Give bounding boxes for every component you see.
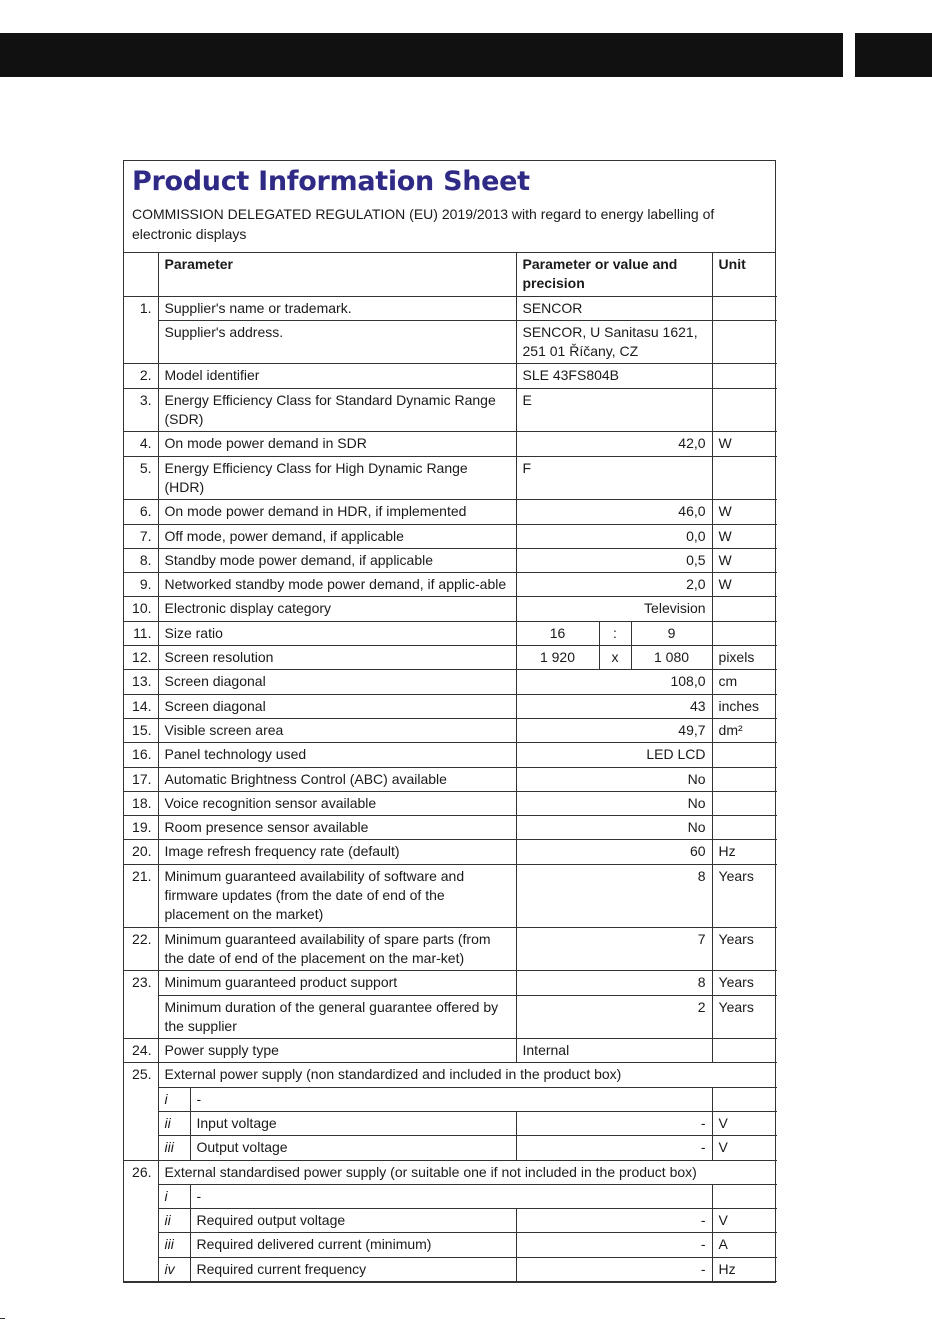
row-unit: V — [712, 1111, 777, 1135]
row-value: No — [516, 767, 712, 791]
row-parameter: Networked standby mode power demand, if applic-able — [158, 573, 516, 597]
row-value: 42,0 — [516, 432, 712, 456]
row-value: - — [516, 1257, 712, 1281]
row-parameter: Panel technology used — [158, 743, 516, 767]
row-parameter: On mode power demand in HDR, if implemented — [158, 500, 516, 524]
resolution-width: 1 920 — [516, 646, 599, 670]
row-value: SLE 43FS804B — [516, 364, 712, 388]
row-number: 7. — [124, 524, 158, 548]
row-parameter: Screen diagonal — [158, 694, 516, 718]
row-number: 13. — [124, 670, 158, 694]
row-unit: W — [712, 432, 777, 456]
row-unit — [712, 456, 777, 500]
row-number: 10. — [124, 597, 158, 621]
row-parameter: Screen diagonal — [158, 670, 516, 694]
table-row — [124, 524, 777, 548]
table-row — [124, 670, 777, 694]
row-number: 14. — [124, 694, 158, 718]
row-parameter: Electronic display category — [158, 597, 516, 621]
table-row — [124, 500, 777, 524]
table-row — [124, 791, 777, 815]
ratio-separator: : — [599, 621, 631, 645]
table-row — [124, 1039, 777, 1063]
row-unit — [712, 791, 777, 815]
row-value: 0,5 — [516, 548, 712, 572]
row-unit — [712, 767, 777, 791]
table-row — [124, 320, 777, 364]
row-unit: V — [712, 1209, 777, 1233]
row-unit: W — [712, 524, 777, 548]
row-unit — [712, 1039, 777, 1063]
row-unit: Years — [712, 971, 777, 995]
section-title: External standardised power supply (or suitable one if not included in the product box) — [158, 1160, 777, 1184]
row-unit — [712, 621, 777, 645]
row-unit: W — [712, 548, 777, 572]
row-parameter: On mode power demand in SDR — [158, 432, 516, 456]
row-parameter: Visible screen area — [158, 718, 516, 742]
table-header-row — [124, 253, 777, 296]
row-value: 8 — [516, 864, 712, 927]
parameters-table — [124, 253, 777, 1282]
row-value: 8 — [516, 971, 712, 995]
row-parameter: Model identifier — [158, 364, 516, 388]
row-unit — [712, 1184, 777, 1208]
row-parameter: Automatic Brightness Control (ABC) available — [158, 767, 516, 791]
sub-index: i — [158, 1087, 190, 1111]
row-value: No — [516, 816, 712, 840]
row-unit — [712, 1087, 777, 1111]
table-row — [124, 816, 777, 840]
table-row — [124, 548, 777, 572]
row-parameter: Power supply type — [158, 1039, 516, 1063]
row-parameter: Minimum duration of the general guarantee offered by the supplier — [158, 995, 516, 1039]
table-row — [124, 1087, 777, 1111]
row-number — [124, 320, 158, 364]
table-row — [124, 296, 777, 320]
sub-index: ii — [158, 1111, 190, 1135]
row-parameter: Size ratio — [158, 621, 516, 645]
row-number: 6. — [124, 500, 158, 524]
row-value: E — [516, 388, 712, 432]
row-parameter: - — [190, 1087, 712, 1111]
resolution-height: 1 080 — [631, 646, 712, 670]
row-parameter: Output voltage — [190, 1136, 516, 1160]
table-row — [124, 621, 777, 645]
sub-index: iii — [158, 1233, 190, 1257]
row-parameter: Minimum guaranteed availability of software and firmware updates (from the date of end of the placement on the market) — [158, 864, 516, 927]
product-information-sheet — [123, 160, 776, 1283]
row-parameter: Required delivered current (minimum) — [190, 1233, 516, 1257]
table-row — [124, 1209, 777, 1233]
sub-index: iv — [158, 1257, 190, 1281]
row-unit — [712, 364, 777, 388]
table-row — [124, 364, 777, 388]
row-value: 108,0 — [516, 670, 712, 694]
table-row — [124, 1257, 777, 1281]
row-value: - — [516, 1233, 712, 1257]
table-row — [124, 1233, 777, 1257]
row-number: 11. — [124, 621, 158, 645]
row-parameter: Image refresh frequency rate (default) — [158, 840, 516, 864]
row-number: 5. — [124, 456, 158, 500]
row-value: Television — [516, 597, 712, 621]
ratio-width: 16 — [516, 621, 599, 645]
table-row — [124, 1184, 777, 1208]
row-number: 21. — [124, 864, 158, 927]
table-row — [124, 573, 777, 597]
row-value: 43 — [516, 694, 712, 718]
row-number — [124, 995, 158, 1039]
table-row — [124, 995, 777, 1039]
row-number: 15. — [124, 718, 158, 742]
row-unit: Years — [712, 864, 777, 927]
table-row — [124, 1160, 777, 1184]
row-value: Internal — [516, 1039, 712, 1063]
table-row — [124, 971, 777, 995]
table-row — [124, 456, 777, 500]
row-parameter: Supplier's name or trademark. — [158, 296, 516, 320]
row-number: 3. — [124, 388, 158, 432]
row-parameter: Room presence sensor available — [158, 816, 516, 840]
row-value: SENCOR, U Sanitasu 1621, 251 01 Říčany, CZ — [516, 320, 712, 364]
ratio-height: 9 — [631, 621, 712, 645]
row-unit: dm² — [712, 718, 777, 742]
table-row — [124, 388, 777, 432]
header-unit: Unit — [712, 253, 777, 296]
row-unit — [712, 296, 777, 320]
table-row — [124, 864, 777, 927]
row-value: - — [516, 1111, 712, 1135]
row-value: F — [516, 456, 712, 500]
row-unit: inches — [712, 694, 777, 718]
row-number: 24. — [124, 1039, 158, 1063]
section-title: External power supply (non standardized and included in the product box) — [158, 1063, 777, 1087]
row-number: 23. — [124, 971, 158, 995]
row-number: 2. — [124, 364, 158, 388]
row-number: 26. — [124, 1160, 158, 1184]
row-parameter: Required output voltage — [190, 1209, 516, 1233]
regulation-subtitle: COMMISSION DELEGATED REGULATION (EU) 2019/2013 with regard to energy labelling of electronic displays — [132, 206, 715, 242]
row-number: 18. — [124, 791, 158, 815]
header-parameter: Parameter — [158, 253, 516, 296]
row-unit: cm — [712, 670, 777, 694]
row-parameter: Voice recognition sensor available — [158, 791, 516, 815]
row-number: 4. — [124, 432, 158, 456]
header-value: Parameter or value and precision — [516, 253, 712, 296]
row-value: 60 — [516, 840, 712, 864]
row-number: 9. — [124, 573, 158, 597]
table-row — [124, 646, 777, 670]
row-value: 2,0 — [516, 573, 712, 597]
row-parameter: Required current frequency — [190, 1257, 516, 1281]
table-row — [124, 840, 777, 864]
row-parameter: Off mode, power demand, if applicable — [158, 524, 516, 548]
row-parameter: Screen resolution — [158, 646, 516, 670]
row-parameter: - — [190, 1184, 712, 1208]
row-number: 16. — [124, 743, 158, 767]
row-parameter: Supplier's address. — [158, 320, 516, 364]
row-number: 25. — [124, 1063, 158, 1087]
row-parameter: Energy Efficiency Class for Standard Dynamic Range (SDR) — [158, 388, 516, 432]
row-value: - — [516, 1136, 712, 1160]
row-unit: W — [712, 500, 777, 524]
row-parameter: Input voltage — [190, 1111, 516, 1135]
row-value: SENCOR — [516, 296, 712, 320]
table-row — [124, 694, 777, 718]
row-value: No — [516, 791, 712, 815]
row-unit — [712, 320, 777, 364]
table-row — [124, 1063, 777, 1087]
table-row — [124, 927, 777, 971]
sub-index: ii — [158, 1209, 190, 1233]
table-row — [124, 597, 777, 621]
table-row — [124, 1111, 777, 1135]
sub-index: iii — [158, 1136, 190, 1160]
row-value: 46,0 — [516, 500, 712, 524]
row-unit: Hz — [712, 1257, 777, 1281]
table-row — [124, 1136, 777, 1160]
table-row — [124, 743, 777, 767]
row-number: 19. — [124, 816, 158, 840]
row-unit: Years — [712, 927, 777, 971]
row-value: LED LCD — [516, 743, 712, 767]
row-value: 0,0 — [516, 524, 712, 548]
table-row — [124, 718, 777, 742]
row-parameter: Minimum guaranteed availability of spare parts (from the date of end of the placement on the mar-ket) — [158, 927, 516, 971]
row-number: 12. — [124, 646, 158, 670]
header-bar — [0, 33, 843, 77]
row-parameter: Standby mode power demand, if applicable — [158, 548, 516, 572]
row-parameter: Energy Efficiency Class for High Dynamic Range (HDR) — [158, 456, 516, 500]
resolution-separator: x — [599, 646, 631, 670]
sheet-header — [124, 161, 775, 253]
page-tab-bar — [855, 33, 932, 77]
row-unit: Hz — [712, 840, 777, 864]
row-number: 20. — [124, 840, 158, 864]
row-unit — [712, 388, 777, 432]
table-row — [124, 767, 777, 791]
row-number: 1. — [124, 296, 158, 320]
row-unit: A — [712, 1233, 777, 1257]
row-value: - — [516, 1209, 712, 1233]
row-unit — [712, 597, 777, 621]
row-unit: Years — [712, 995, 777, 1039]
row-unit: pixels — [712, 646, 777, 670]
row-value: 2 — [516, 995, 712, 1039]
row-unit: V — [712, 1136, 777, 1160]
row-number: 22. — [124, 927, 158, 971]
row-unit: W — [712, 573, 777, 597]
row-unit — [712, 743, 777, 767]
row-number: 17. — [124, 767, 158, 791]
row-parameter: Minimum guaranteed product support — [158, 971, 516, 995]
row-unit — [712, 816, 777, 840]
sheet-title: Product Information Sheet — [132, 166, 530, 197]
sub-index: i — [158, 1184, 190, 1208]
table-row — [124, 432, 777, 456]
page-margin-mark — [0, 1318, 5, 1319]
row-number: 8. — [124, 548, 158, 572]
row-value: 7 — [516, 927, 712, 971]
row-value: 49,7 — [516, 718, 712, 742]
